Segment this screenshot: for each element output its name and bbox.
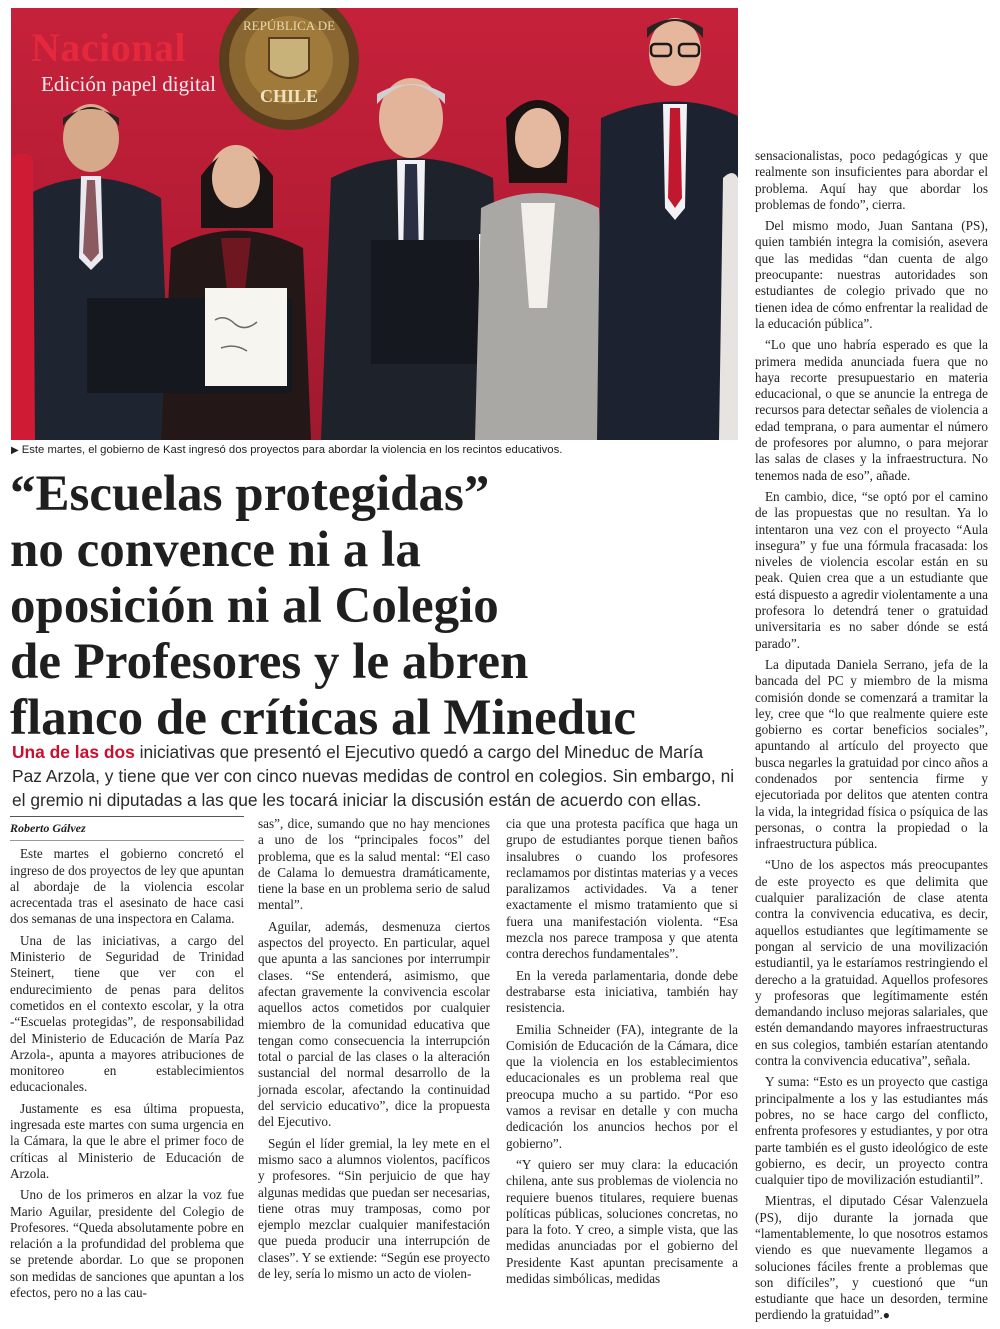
headline-line: oposición ni al Colegio (10, 578, 499, 634)
headline-line: de Profesores y le abren (10, 634, 529, 690)
body-paragraph: Uno de los primeros en alzar la voz fue Mario Aguilar, presidente del Colegio de Profesores. “Queda absolutamente pobre en relación a la profundidad del problema que se pretende abordar. Lo que se proponen son medidas de sanciones que apuntan a los efectos, pero no a las cau- (10, 1187, 244, 1301)
body-paragraph: Emilia Schneider (FA), integrante de la Comisión de Educación de la Cámara, dice que la violencia en los establecimientos educacionales es un problema real que preocupa mucho a su partido. “Por eso vamos a revisar en detalle y con mucha dedicación los anuncios hechos por el gobierno”. (506, 1021, 738, 1151)
article-column-1 (10, 816, 244, 1306)
document-folder-left (87, 288, 292, 393)
person-center-right (475, 100, 607, 440)
body-paragraph (755, 1193, 988, 1323)
body-paragraph: sensacionalistas, poco pedagógicas y que realmente son insuficientes para abordar el problema. Aquí hay que abordar los problemas de fondo”, cierra. (755, 148, 988, 212)
body-paragraph: “Lo que uno habría esperado es que la primera medida anunciada fuera que no haya recorte presupuestario en materia educacional, o que se anuncie la entrega de recursos para detectar señales de violencia a edad temprana, o para aumentar el número de profesores por alumno, o para mejorar las salas de clases y la infraestructura. No tenemos nada de eso”, añade. (755, 337, 988, 483)
byline: Roberto Gálvez (10, 816, 244, 841)
body-paragraph: Aguilar, además, desmenuza ciertos aspectos del proyecto. En particular, aquel que apunta a las sanciones por interrumpir clases. “Se entenderá, asimismo, que afectan gravemente la convivencia escolar aquellos actos cometidos por cualquier miembro de la comunidad educativa que tengan como consecuencia la interrupción total o parcial de las clases o la alteración sustancial del normal desarrollo de la jornada escolar, afectando la continuidad del servicio educativo”, dice la propuesta del Ejecutivo. (258, 918, 490, 1130)
body-text: Mientras, el diputado César Valenzuela (PS), dijo durante la jornada que “lamentablemente, lo que nosotros estamos viendo es que nuevamente llegamos a soluciones fáciles frente a problemas que son difíciles”, y cuestionó que “un estudiante que hace un desorden, termine perdiendo la gratuidad”. (755, 1193, 988, 1323)
body-paragraph: “Y quiero ser muy clara: la educación chilena, ante sus problemas de violencia no requiere buenos titulares, requiere buenas políticas públicas, soluciones concretas, no para la foto. Y creo, a simple vista, que las medidas anunciadas por el gobierno del Presidente Kast apuntan precisamente a medidas simbólicas, medidas (506, 1156, 738, 1287)
end-of-article-icon: ● (882, 1308, 891, 1323)
article-column-4 (755, 148, 988, 1329)
seal-text-bottom: CHILE (259, 86, 319, 106)
body-paragraph: Este martes el gobierno concretó el ingreso de dos proyectos de ley que apuntan al abordaje de la violencia escolar acrecentada tras el asesinato de hace casi dos semanas de una inspectora en Calama. (10, 846, 244, 927)
caption-marker-icon: ▶ (11, 445, 19, 456)
body-paragraph: En la vereda parlamentaria, donde debe destrabarse esta iniciativa, también hay resistencia. (506, 967, 738, 1016)
lead-paragraph (12, 740, 736, 812)
article-column-3 (506, 816, 738, 1292)
section-label: Nacional (31, 25, 187, 70)
body-paragraph: Una de las iniciativas, a cargo del Ministerio de Seguridad de Trinidad Steinert, tiene que ver con el endurecimiento de penas para delitos cometidos en el contexto escolar, y la otra -“Escuelas protegidas”, de responsabilidad del Ministerio de Educación de María Paz Arzola-, apunta a mayores atribuciones de monitoreo en establecimientos educacionales. (10, 932, 244, 1095)
article-column-2 (258, 816, 490, 1287)
photo-caption (11, 444, 738, 456)
lead-text: iniciativas que presentó el Ejecutivo quedó a cargo del Mineduc de María Paz Arzola, y tiene que ver con cinco nuevas medidas de control en colegios. Sin embargo, ni el gremio ni diputadas a las que les tocará iniciar la discusión están de acuerdo con ellas. (12, 742, 735, 810)
body-paragraph: Del mismo modo, Juan Santana (PS), quien también integra la comisión, asevera que las medidas “dan cuenta de algo preocupante: nuestras autoridades son estudiantes de colegio privado que no tienen idea de cómo enfrentar la realidad de la educación pública”. (755, 218, 988, 331)
lead-kicker: Una de las dos (12, 742, 135, 762)
body-paragraph: La diputada Daniela Serrano, jefa de la bancada del PC y miembro de la misma comisión donde se comenzará a tramitar la ley, cree que “lo que realmente quiere este gobierno es cortar beneficios sociales”, apuntando al artículo del proyecto que busca negarles la gratuidad por cinco años a condenados por sentencia firme y ejecutoriada por delitos que atenten contra la vida, la integridad física o psíquica de las personas, o contra la propiedad o la infraestructura pública. (755, 656, 988, 852)
body-paragraph: Y suma: “Esto es un proyecto que castiga principalmente a los y las estudiantes más pobres, no se hace cargo del conflicto, enfrenta profesores y estudiantes, y por otra parte también es el gusto ideológico de este gobierno, es decir, un proyecto contra cualquier tipo de movilización estudiantil”. (755, 1074, 988, 1188)
headline-line: flanco de críticas al Mineduc (10, 690, 637, 746)
person-right (597, 18, 738, 440)
body-paragraph: sas”, dice, sumando que no hay menciones a uno de los “principales focos” del problema, que es la salud mental: “El caso de Calama lo demuestra dramáticamente, tiene la base en un problema serio de salud mental”. (258, 816, 490, 913)
headline-line: “Escuelas protegidas” (10, 466, 490, 522)
republic-seal (219, 8, 359, 130)
body-paragraph: Justamente es esa última propuesta, ingresada este martes con suma urgencia en la Cámara, la que le abre el primer foco de críticas al Ministerio de Educación de Arzola. (10, 1100, 244, 1181)
body-paragraph: cia que una protesta pacífica que haga un grupo de estudiantes porque tienen baños insalubres o cuando los profesores reclamamos por distintas materias y a veces paralizamos actividades. Va a tener exactamente el mismo tratamiento que si fuera una manifestación violenta. “Esa mezcla nos parece tramposa y que atenta contra derechos fundamentales”. (506, 816, 738, 962)
body-paragraph: “Uno de los aspectos más preocupantes de este proyecto es que delimita que cualquier paralización de clase atenta contra la convivencia educativa, es decir, aquellos estudiantes que legítimamente se pongan al servicio de una movilización estudiantil, ya le estaríamos restringiendo el derecho a la gratuidad. Aquellos profesores y profesoras que legítimamente estén demandando incluso mejoras salariales, que estén demandando mayores infraestructuras en sus colegios, también estarían atentando contra la convivencia educativa”, señala. (755, 857, 988, 1069)
edition-label: Edición papel digital (41, 72, 216, 96)
person-edge-left (11, 153, 35, 440)
seal-text-top: REPÚBLICA DE (242, 18, 336, 33)
headline-line: no convence ni a la (10, 522, 421, 578)
body-paragraph: En cambio, dice, “se optó por el camino de las propuestas que no resultan. Ya lo intentaron una vez con el proyecto “Aula insegura” y fue una fórmula fracasada: los niveles de violencia escolar están en su peak. Quien crea que a un estudiante que está dispuesto a agredir violentamente a una profesora lo detendrá tener o gratuidad universitaria es no saber dónde se está parado”. (755, 488, 988, 651)
body-paragraph: Según el líder gremial, la ley mete en el mismo saco a alumnos violentos, pacíficos y profesores. “Sin perjuicio de que hay algunas medidas que puedan ser necesarias, tiene otras muy tramposas, como por ejemplo mezclar cualquier manifestación que pueda producir una interrupción de clases”. Y se extiende: “Según ese proyecto de ley, sería lo mismo un acto de violen- (258, 1135, 490, 1282)
lead-photo (11, 8, 738, 440)
headline (10, 466, 735, 746)
caption-text: Este martes, el gobierno de Kast ingresó dos proyectos para abordar la violencia en los recintos educativos. (21, 444, 563, 456)
